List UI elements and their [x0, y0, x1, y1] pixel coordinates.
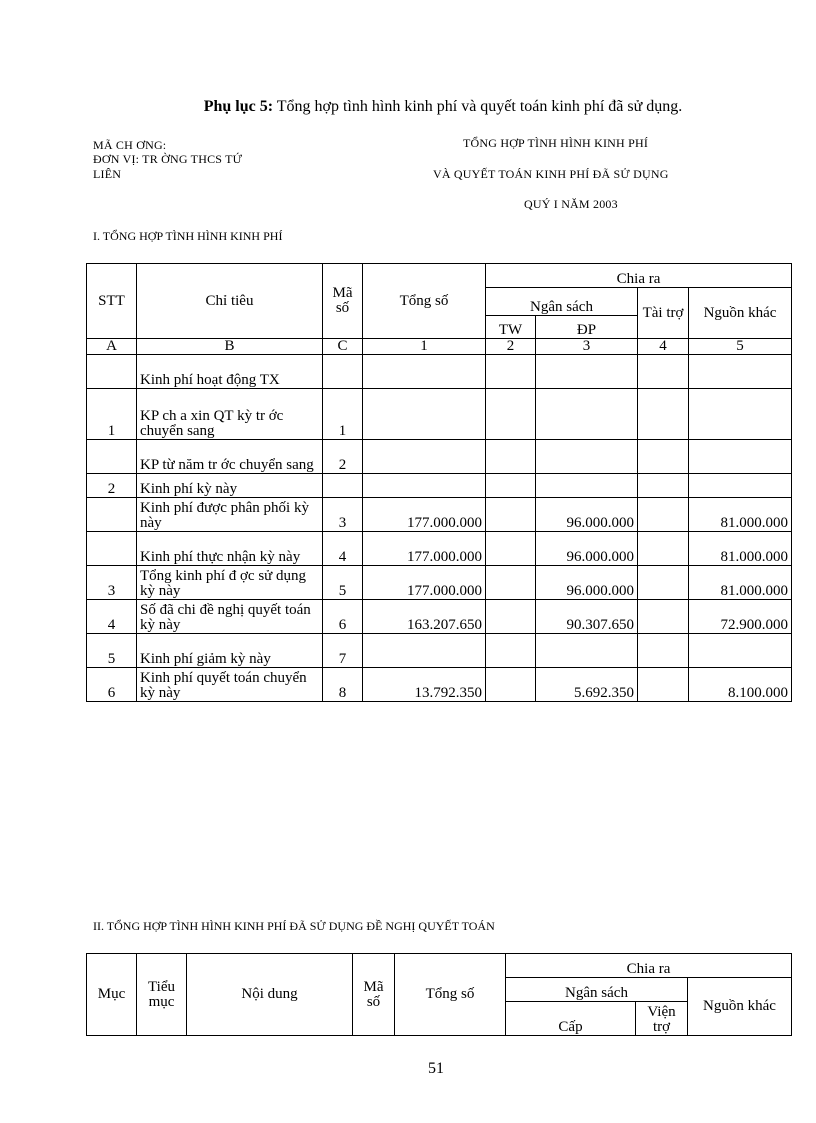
row-dp: 96.000.000	[536, 498, 638, 532]
row-stt: 3	[87, 566, 137, 600]
row-tw	[486, 440, 536, 474]
row-nguon-khac	[689, 440, 792, 474]
header-tong-so: Tổng số	[395, 954, 506, 1036]
row-tw	[486, 600, 536, 634]
row-tong-so	[363, 355, 486, 389]
row-chi-tieu: KP ch a xin QT kỳ tr ớc chuyển sang	[137, 389, 323, 440]
title-label: Phụ lục 5:	[203, 98, 274, 115]
row-tw	[486, 566, 536, 600]
table-row	[87, 634, 792, 668]
header-dp: ĐP	[536, 316, 638, 339]
row-stt: 1	[87, 389, 137, 440]
row-tw	[486, 355, 536, 389]
code-cell: C	[323, 339, 363, 355]
row-tai-tro	[638, 532, 689, 566]
row-nguon-khac: 8.100.000	[689, 668, 792, 702]
header-ngan-sach: Ngân sách	[506, 978, 688, 1002]
row-tong-so	[363, 389, 486, 440]
row-chi-tieu: Kinh phí giảm kỳ này	[137, 634, 323, 668]
row-dp	[536, 440, 638, 474]
row-ma-so	[323, 474, 363, 498]
header-ma-so: Mã số	[323, 264, 363, 339]
code-cell: 1	[363, 339, 486, 355]
row-nguon-khac	[689, 634, 792, 668]
row-stt: 5	[87, 634, 137, 668]
row-nguon-khac: 72.900.000	[689, 600, 792, 634]
row-tong-so: 13.792.350	[363, 668, 486, 702]
code-cell: A	[87, 339, 137, 355]
funding-summary-table	[86, 263, 792, 702]
table-row	[87, 355, 792, 389]
row-dp: 96.000.000	[536, 532, 638, 566]
row-chi-tieu: Kinh phí thực nhận kỳ này	[137, 532, 323, 566]
row-ma-so: 6	[323, 600, 363, 634]
row-tai-tro	[638, 634, 689, 668]
row-ma-so: 1	[323, 389, 363, 440]
header-muc: Mục	[87, 954, 137, 1036]
header-tw: TW	[486, 316, 536, 339]
expenditure-settlement-table	[86, 953, 792, 1036]
row-stt	[87, 532, 137, 566]
row-tong-so	[363, 634, 486, 668]
header-chia-ra: Chia ra	[486, 264, 792, 288]
row-chi-tieu: Kinh phí kỳ này	[137, 474, 323, 498]
row-tw	[486, 389, 536, 440]
page-number: 51	[428, 1060, 444, 1077]
table-row	[87, 498, 792, 532]
row-ma-so: 5	[323, 566, 363, 600]
row-tw	[486, 474, 536, 498]
row-tong-so: 177.000.000	[363, 566, 486, 600]
row-ma-so: 8	[323, 668, 363, 702]
code-cell: 3	[536, 339, 638, 355]
row-nguon-khac: 81.000.000	[689, 498, 792, 532]
row-chi-tieu: Kinh phí hoạt động TX	[137, 355, 323, 389]
row-nguon-khac: 81.000.000	[689, 532, 792, 566]
ministry-code: MÃ CH ƠNG:	[93, 138, 167, 152]
row-dp: 96.000.000	[536, 566, 638, 600]
header-tong-so: Tổng số	[363, 264, 486, 339]
row-chi-tieu: Tổng kinh phí đ ợc sử dụng kỳ này	[137, 566, 323, 600]
row-tong-so: 177.000.000	[363, 532, 486, 566]
header-ngan-sach: Ngân sách	[486, 288, 638, 316]
unit-name-cont: LIÊN	[93, 167, 122, 181]
row-tw	[486, 634, 536, 668]
row-dp	[536, 355, 638, 389]
header-chi-tieu: Chỉ tiêu	[137, 264, 323, 339]
row-stt: 6	[87, 668, 137, 702]
table-row	[87, 389, 792, 440]
report-period: QUÝ I NĂM 2003	[524, 197, 618, 211]
title-text: Tổng hợp tình hình kinh phí và quyết toán kinh phí đã sử dụng.	[273, 98, 683, 115]
row-tai-tro	[638, 566, 689, 600]
table-row	[87, 532, 792, 566]
code-cell: 4	[638, 339, 689, 355]
row-tong-so: 177.000.000	[363, 498, 486, 532]
row-ma-so	[323, 355, 363, 389]
header-vien-tro: Viện trợ	[636, 1002, 688, 1036]
row-stt	[87, 440, 137, 474]
row-tai-tro	[638, 389, 689, 440]
table-row	[87, 600, 792, 634]
row-dp	[536, 389, 638, 440]
row-tw	[486, 498, 536, 532]
row-nguon-khac: 81.000.000	[689, 566, 792, 600]
row-ma-so: 3	[323, 498, 363, 532]
row-stt	[87, 355, 137, 389]
row-tai-tro	[638, 498, 689, 532]
row-chi-tieu: Kinh phí quyết toán chuyển kỳ này	[137, 668, 323, 702]
row-dp	[536, 634, 638, 668]
report-title-line1: TỔNG HỢP TÌNH HÌNH KINH PHÍ	[463, 136, 649, 150]
row-ma-so: 7	[323, 634, 363, 668]
row-chi-tieu: Kinh phí được phân phối kỳ này	[137, 498, 323, 532]
row-tong-so: 163.207.650	[363, 600, 486, 634]
header-tai-tro: Tài trợ	[638, 288, 689, 339]
header-ma-so: Mã số	[353, 954, 395, 1036]
row-dp	[536, 474, 638, 498]
table-row	[87, 668, 792, 702]
header-nguon-khac: Nguồn khác	[689, 288, 792, 339]
row-tai-tro	[638, 474, 689, 498]
row-tong-so	[363, 440, 486, 474]
row-nguon-khac	[689, 389, 792, 440]
row-tai-tro	[638, 600, 689, 634]
row-nguon-khac	[689, 355, 792, 389]
row-ma-so: 2	[323, 440, 363, 474]
header-nguon-khac: Nguồn khác	[688, 978, 792, 1036]
header-tieu-muc: Tiểu mục	[137, 954, 187, 1036]
row-ma-so: 4	[323, 532, 363, 566]
row-nguon-khac	[689, 474, 792, 498]
row-dp: 90.307.650	[536, 600, 638, 634]
report-title-line2: VÀ QUYẾT TOÁN KINH PHÍ ĐÃ SỬ DỤNG	[433, 167, 669, 181]
row-tw	[486, 532, 536, 566]
row-tong-so	[363, 474, 486, 498]
header-noi-dung: Nội dung	[187, 954, 353, 1036]
row-tai-tro	[638, 440, 689, 474]
code-cell: 2	[486, 339, 536, 355]
row-dp: 5.692.350	[536, 668, 638, 702]
row-tai-tro	[638, 668, 689, 702]
page-title	[0, 98, 816, 116]
row-chi-tieu: Số đã chi đề nghị quyết toán kỳ này	[137, 600, 323, 634]
table-row	[87, 440, 792, 474]
row-chi-tieu: KP từ năm tr ớc chuyển sang	[137, 440, 323, 474]
table-row	[87, 566, 792, 600]
code-cell: 5	[689, 339, 792, 355]
section1-title: I. TỔNG HỢP TÌNH HÌNH KINH PHÍ	[93, 229, 283, 243]
column-codes-row	[87, 339, 792, 355]
row-stt: 2	[87, 474, 137, 498]
row-tw	[486, 668, 536, 702]
row-stt: 4	[87, 600, 137, 634]
header-cap: Cấp	[506, 1002, 636, 1036]
header-stt: STT	[87, 264, 137, 339]
row-stt	[87, 498, 137, 532]
header-chia-ra: Chia ra	[506, 954, 792, 978]
unit-name: ĐƠN VỊ: TR ỜNG THCS TỨ	[93, 152, 243, 166]
table-row	[87, 474, 792, 498]
code-cell: B	[137, 339, 323, 355]
section2-title: II. TỔNG HỢP TÌNH HÌNH KINH PHÍ ĐÃ SỬ DỤNG ĐỀ NGHỊ QUYẾT TOÁN	[93, 919, 495, 933]
row-tai-tro	[638, 355, 689, 389]
